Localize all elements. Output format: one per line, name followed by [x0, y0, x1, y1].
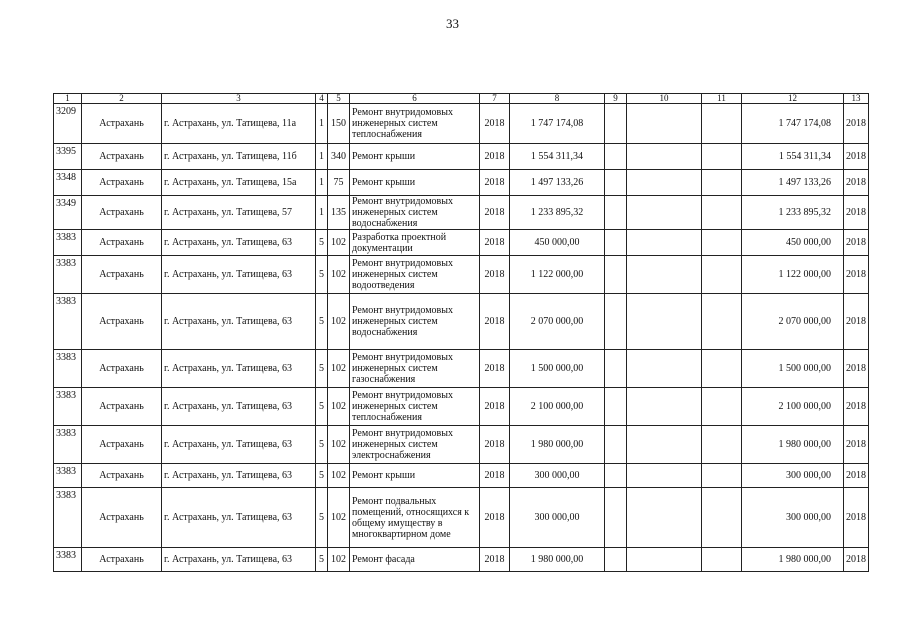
table-cell: [702, 170, 742, 196]
table-row: [54, 294, 869, 350]
table-cell: [702, 256, 742, 294]
column-header: 11: [702, 94, 742, 104]
table-cell: [605, 104, 627, 144]
table-cell: [702, 464, 742, 488]
table-cell: [702, 488, 742, 548]
table-cell: [702, 196, 742, 230]
column-header: 10: [627, 94, 702, 104]
table-cell: Ремонт внутридомовых инженерных систем водоснабжения: [350, 294, 480, 350]
table-cell: 2018: [844, 350, 869, 388]
table-cell: 5: [316, 350, 328, 388]
table-cell: 3383: [54, 548, 82, 572]
table-cell: 2018: [480, 488, 510, 548]
column-header: 1: [54, 94, 82, 104]
table-cell: [605, 388, 627, 426]
table-cell: Ремонт фасада: [350, 548, 480, 572]
table-cell: 2018: [480, 350, 510, 388]
table-cell: [605, 144, 627, 170]
table-cell: 1 747 174,08: [510, 104, 605, 144]
table-cell: г. Астрахань, ул. Татищева, 63: [162, 388, 316, 426]
table-cell: 1 500 000,00: [742, 350, 844, 388]
table-cell: [627, 144, 702, 170]
table-cell: Ремонт внутридомовых инженерных систем теплоснабжения: [350, 104, 480, 144]
table-cell: 2018: [844, 464, 869, 488]
table-row: [54, 170, 869, 196]
table-cell: [605, 294, 627, 350]
table-cell: г. Астрахань, ул. Татищева, 63: [162, 464, 316, 488]
table-cell: 102: [328, 294, 350, 350]
table-cell: [605, 548, 627, 572]
table-cell: [702, 350, 742, 388]
table-row: [54, 548, 869, 572]
table-cell: 3348: [54, 170, 82, 196]
table-cell: 2018: [480, 294, 510, 350]
table-cell: [702, 388, 742, 426]
table-cell: 3395: [54, 144, 82, 170]
table-cell: [605, 488, 627, 548]
table-cell: 102: [328, 256, 350, 294]
table-cell: 102: [328, 464, 350, 488]
table-cell: 1: [316, 170, 328, 196]
table-cell: Астрахань: [82, 548, 162, 572]
table-cell: Астрахань: [82, 464, 162, 488]
table-cell: г. Астрахань, ул. Татищева, 63: [162, 294, 316, 350]
table-cell: 1 122 000,00: [742, 256, 844, 294]
table-cell: 1 500 000,00: [510, 350, 605, 388]
table-cell: Разработка проектной документации: [350, 230, 480, 256]
table-cell: Астрахань: [82, 170, 162, 196]
table-cell: г. Астрахань, ул. Татищева, 63: [162, 230, 316, 256]
column-header: 2: [82, 94, 162, 104]
table-cell: Астрахань: [82, 196, 162, 230]
table-cell: 5: [316, 388, 328, 426]
table-cell: [702, 230, 742, 256]
header-row: [54, 94, 869, 104]
table-cell: Ремонт крыши: [350, 144, 480, 170]
table-cell: 135: [328, 196, 350, 230]
table-cell: 2018: [844, 196, 869, 230]
table-cell: 1 554 311,34: [510, 144, 605, 170]
table-cell: г. Астрахань, ул. Татищева, 63: [162, 426, 316, 464]
table-cell: 1 747 174,08: [742, 104, 844, 144]
table-cell: Астрахань: [82, 230, 162, 256]
table-cell: 2018: [480, 196, 510, 230]
table-cell: 1 497 133,26: [510, 170, 605, 196]
table-cell: 102: [328, 230, 350, 256]
table-cell: 2018: [844, 426, 869, 464]
table-row: [54, 388, 869, 426]
table-cell: 450 000,00: [510, 230, 605, 256]
table-cell: 2018: [844, 144, 869, 170]
table-cell: [627, 196, 702, 230]
table-cell: [627, 256, 702, 294]
table-cell: [702, 104, 742, 144]
table-row: [54, 464, 869, 488]
table-cell: Астрахань: [82, 426, 162, 464]
table-cell: 1: [316, 104, 328, 144]
table-cell: 2 100 000,00: [742, 388, 844, 426]
table-cell: 1 122 000,00: [510, 256, 605, 294]
table-cell: 3383: [54, 426, 82, 464]
table-cell: 1: [316, 196, 328, 230]
table-cell: 300 000,00: [742, 488, 844, 548]
column-header: 12: [742, 94, 844, 104]
table-cell: 2018: [480, 230, 510, 256]
table-cell: [627, 388, 702, 426]
table-cell: 5: [316, 426, 328, 464]
table-cell: [627, 170, 702, 196]
table-cell: 3383: [54, 256, 82, 294]
column-header: 6: [350, 94, 480, 104]
table-cell: [627, 426, 702, 464]
table-cell: 1 233 895,32: [742, 196, 844, 230]
table-cell: 5: [316, 548, 328, 572]
table-cell: 2018: [844, 294, 869, 350]
table-cell: г. Астрахань, ул. Татищева, 63: [162, 548, 316, 572]
table-cell: 2018: [480, 388, 510, 426]
column-header: 13: [844, 94, 869, 104]
table-cell: 450 000,00: [742, 230, 844, 256]
table-cell: 3383: [54, 388, 82, 426]
table-cell: [702, 144, 742, 170]
table-cell: Ремонт внутридомовых инженерных систем теплоснабжения: [350, 388, 480, 426]
table-cell: 102: [328, 488, 350, 548]
column-header: 7: [480, 94, 510, 104]
table-cell: г. Астрахань, ул. Татищева, 63: [162, 350, 316, 388]
table-cell: Ремонт крыши: [350, 464, 480, 488]
table-cell: г. Астрахань, ул. Татищева, 11б: [162, 144, 316, 170]
table-cell: [627, 350, 702, 388]
table-cell: г. Астрахань, ул. Татищева, 57: [162, 196, 316, 230]
table-cell: 5: [316, 488, 328, 548]
table-cell: 2018: [844, 548, 869, 572]
table-cell: 5: [316, 230, 328, 256]
table-cell: г. Астрахань, ул. Татищева, 63: [162, 488, 316, 548]
column-header: 4: [316, 94, 328, 104]
table-cell: 3383: [54, 294, 82, 350]
column-header: 5: [328, 94, 350, 104]
table-cell: Астрахань: [82, 104, 162, 144]
table-cell: [605, 426, 627, 464]
table-cell: 340: [328, 144, 350, 170]
table-cell: [627, 488, 702, 548]
table-cell: [702, 548, 742, 572]
table-cell: 1 980 000,00: [510, 426, 605, 464]
table-cell: [605, 464, 627, 488]
table-cell: 1: [316, 144, 328, 170]
table-cell: г. Астрахань, ул. Татищева, 63: [162, 256, 316, 294]
table-cell: Астрахань: [82, 488, 162, 548]
table-cell: 75: [328, 170, 350, 196]
table-cell: 2018: [844, 104, 869, 144]
table-cell: 3383: [54, 230, 82, 256]
table-cell: 5: [316, 256, 328, 294]
table-cell: 2018: [480, 170, 510, 196]
table-cell: [627, 294, 702, 350]
table-cell: 5: [316, 294, 328, 350]
table-cell: 2018: [844, 230, 869, 256]
table-cell: [627, 548, 702, 572]
table-cell: Ремонт внутридомовых инженерных систем газоснабжения: [350, 350, 480, 388]
column-header: 8: [510, 94, 605, 104]
table-cell: [605, 230, 627, 256]
table-cell: 102: [328, 388, 350, 426]
table-cell: Астрахань: [82, 388, 162, 426]
table-cell: Астрахань: [82, 294, 162, 350]
column-header: 3: [162, 94, 316, 104]
table-cell: г. Астрахань, ул. Татищева, 15а: [162, 170, 316, 196]
table-cell: 2 070 000,00: [742, 294, 844, 350]
table-cell: г. Астрахань, ул. Татищева, 11а: [162, 104, 316, 144]
table-row: [54, 426, 869, 464]
table-cell: [627, 230, 702, 256]
table-cell: Астрахань: [82, 350, 162, 388]
table-row: [54, 196, 869, 230]
table-cell: Ремонт внутридомовых инженерных систем водоснабжения: [350, 196, 480, 230]
table-cell: [605, 170, 627, 196]
table-cell: 2018: [480, 426, 510, 464]
table-cell: Астрахань: [82, 144, 162, 170]
table-cell: 2018: [844, 488, 869, 548]
table-row: [54, 104, 869, 144]
table-cell: 3383: [54, 488, 82, 548]
table-row: [54, 350, 869, 388]
table-cell: 1 233 895,32: [510, 196, 605, 230]
table-cell: 2018: [844, 256, 869, 294]
table-cell: [605, 256, 627, 294]
table-row: [54, 230, 869, 256]
table-cell: Ремонт внутридомовых инженерных систем электроснабжения: [350, 426, 480, 464]
table-cell: 300 000,00: [742, 464, 844, 488]
table-cell: 1 497 133,26: [742, 170, 844, 196]
table-cell: [627, 104, 702, 144]
table-cell: [702, 294, 742, 350]
table-cell: 2018: [480, 548, 510, 572]
table-cell: [702, 426, 742, 464]
table-cell: 3209: [54, 104, 82, 144]
table-cell: Ремонт подвальных помещений, относящихся к общему имуществу в многоквартирном доме: [350, 488, 480, 548]
table-cell: 300 000,00: [510, 464, 605, 488]
table-cell: 102: [328, 350, 350, 388]
table-cell: 2018: [480, 104, 510, 144]
table-cell: 1 980 000,00: [742, 548, 844, 572]
table-cell: 300 000,00: [510, 488, 605, 548]
table-row: [54, 144, 869, 170]
table-cell: [605, 350, 627, 388]
table-cell: [605, 196, 627, 230]
table-cell: Ремонт внутридомовых инженерных систем водоотведения: [350, 256, 480, 294]
table-row: [54, 256, 869, 294]
table-cell: 150: [328, 104, 350, 144]
table-cell: 2 100 000,00: [510, 388, 605, 426]
table-cell: 1 554 311,34: [742, 144, 844, 170]
table-cell: Астрахань: [82, 256, 162, 294]
table-cell: [627, 464, 702, 488]
table-cell: 2 070 000,00: [510, 294, 605, 350]
table-cell: 2018: [844, 388, 869, 426]
table-cell: 1 980 000,00: [742, 426, 844, 464]
table-cell: 102: [328, 426, 350, 464]
table-row: [54, 488, 869, 548]
page-number: 33: [446, 16, 459, 31]
table-cell: 2018: [480, 144, 510, 170]
table-cell: 3349: [54, 196, 82, 230]
column-header: 9: [605, 94, 627, 104]
table-cell: 2018: [480, 464, 510, 488]
table-cell: Ремонт крыши: [350, 170, 480, 196]
table-cell: 3383: [54, 464, 82, 488]
table-cell: 2018: [480, 256, 510, 294]
table-cell: 5: [316, 464, 328, 488]
table-cell: 1 980 000,00: [510, 548, 605, 572]
data-table: [53, 93, 869, 572]
table-cell: 2018: [844, 170, 869, 196]
table-cell: 102: [328, 548, 350, 572]
table-cell: 3383: [54, 350, 82, 388]
